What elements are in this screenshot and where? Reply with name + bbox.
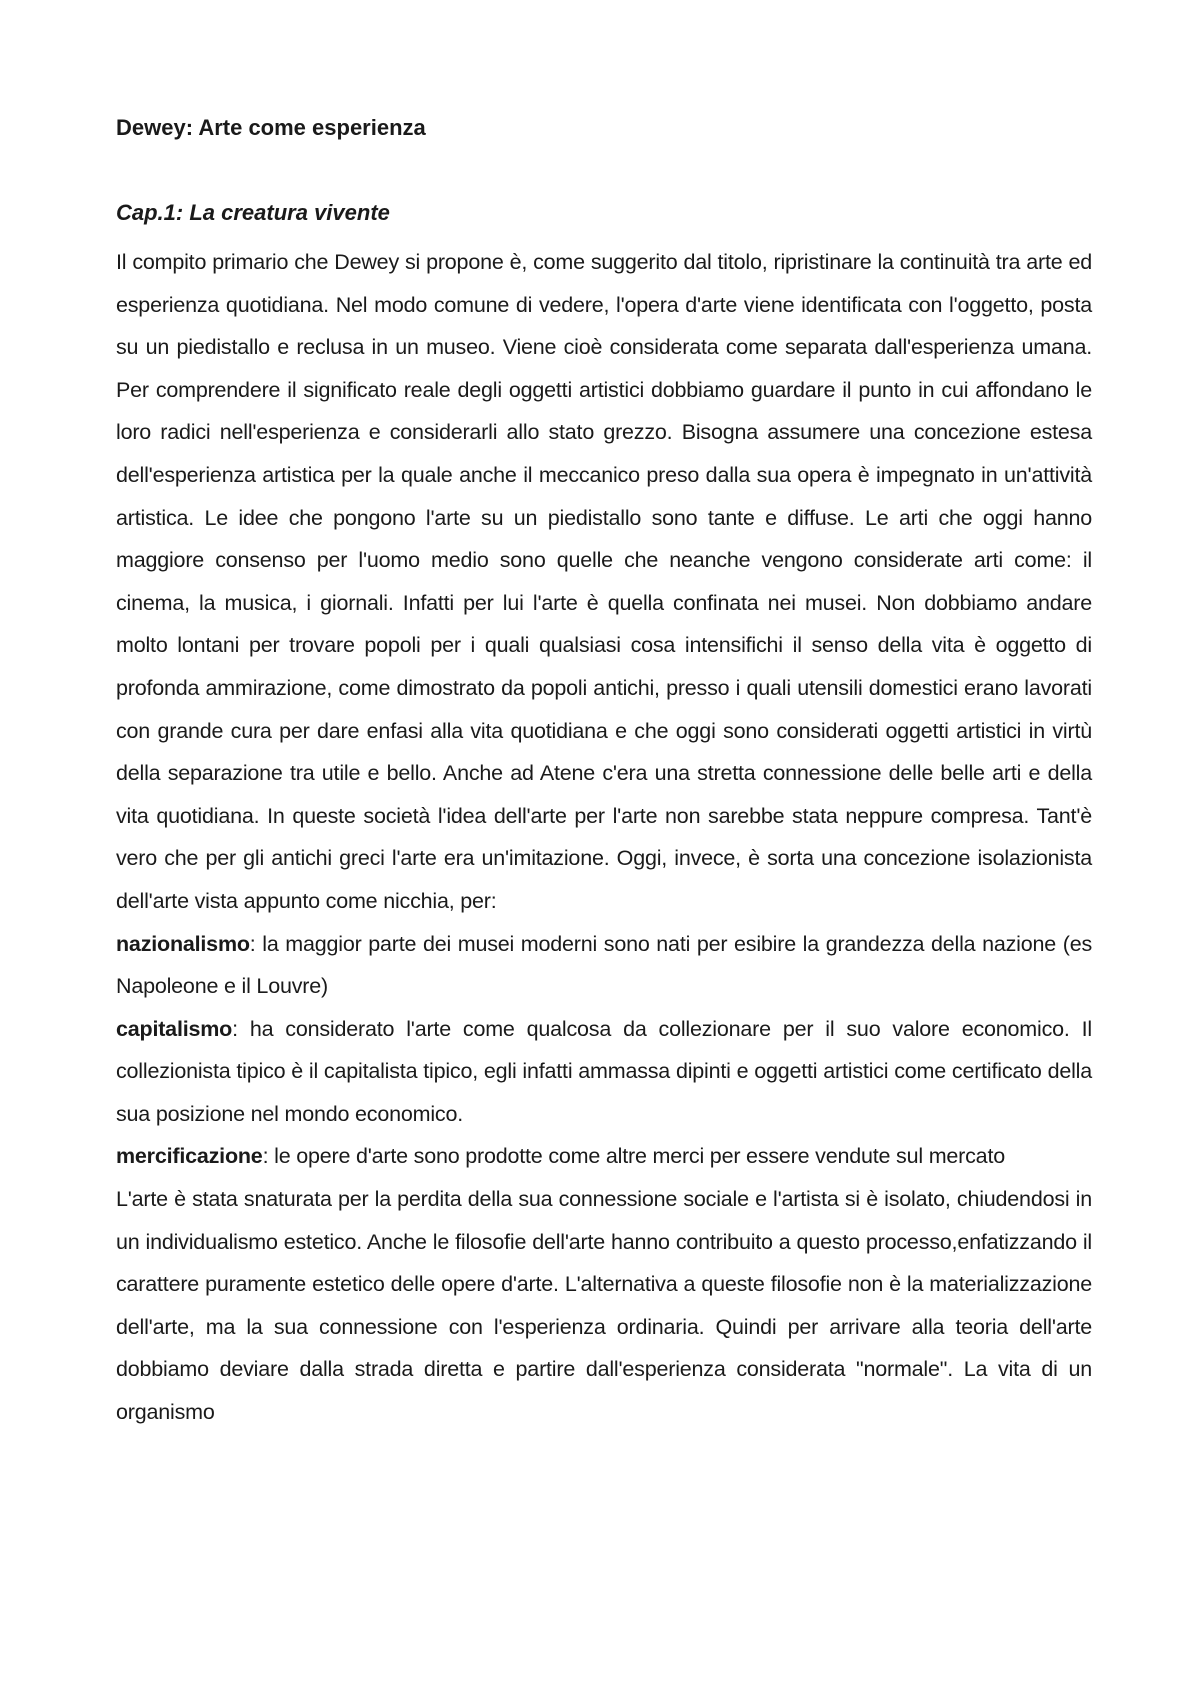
term-definition: : ha considerato l'arte come qualcosa da collezionare per il suo valore economico. Il collezionista tipico è il capitalista tipico, egli infatti ammassa dipinti e oggetti artistici come certificato della sua posizione nel mondo economico.: [116, 1016, 1092, 1126]
document-title: Dewey: Arte come esperienza: [116, 115, 426, 140]
term-label: capitalismo: [116, 1016, 233, 1041]
document-body: [116, 241, 1092, 1434]
intro-paragraph: Il compito primario che Dewey si propone è, come suggerito dal titolo, ripristinare la continuità tra arte ed esperienza quotidiana. Nel modo comune di vedere, l'opera d'arte viene identificata con l'oggetto, posta su un piedistallo e reclusa in un museo. Viene cioè considerata come separata dall'esperienza umana. Per comprendere il significato reale degli oggetti artistici dobbiamo guardare il punto in cui affondano le loro radici nell'esperienza e considerarli allo stato grezzo. Bisogna assumere una concezione estesa dell'esperienza artistica per la quale anche il meccanico preso dalla sua opera è impegnato in un'attività artistica. Le idee che pongono l'arte su un piedistallo sono tante e diffuse. Le arti che oggi hanno maggiore consenso per l'uomo medio sono quelle che neanche vengono considerate arti come: il cinema, la musica, i giornali. Infatti per lui l'arte è quella confinata nei musei. Non dobbiamo andare molto lontani per trovare popoli per i quali qualsiasi cosa intensifichi il senso della vita è oggetto di profonda ammirazione, come dimostrato da popoli antichi, presso i quali utensili domestici erano lavorati con grande cura per dare enfasi alla vita quotidiana e che oggi sono considerati oggetti artistici in virtù della separazione tra utile e bello. Anche ad Atene c'era una stretta connessione delle belle arti e della vita quotidiana. In queste società l'idea dell'arte per l'arte non sarebbe stata neppure compresa. Tant'è vero che per gli antichi greci l'arte era un'imitazione. Oggi, invece, è sorta una concezione isolazionista dell'arte vista appunto come nicchia, per:: [116, 250, 1092, 913]
term-label: nazionalismo: [116, 931, 250, 956]
term-definition: : le opere d'arte sono prodotte come altre merci per essere vendute sul mercato: [262, 1144, 1005, 1169]
term-paragraph-capitalismo: [116, 1008, 1092, 1136]
term-paragraph-mercificazione: [116, 1135, 1092, 1178]
document-page: [116, 0, 1092, 1698]
term-paragraph-nazionalismo: [116, 923, 1092, 1008]
chapter-title: Cap.1: La creatura vivente: [116, 200, 390, 225]
term-definition: : la maggior parte dei musei moderni sono nati per esibire la grandezza della nazione (es Napoleone e il Louvre): [116, 931, 1092, 999]
term-label: mercificazione: [116, 1144, 263, 1169]
closing-paragraph: L'arte è stata snaturata per la perdita della sua connessione sociale e l'artista si è isolato, chiudendosi in un individualismo estetico. Anche le filosofie dell'arte hanno contribuito a questo processo,enfatizzando il carattere puramente estetico delle opere d'arte. L'alternativa a queste filosofie non è la materializzazione dell'arte, ma la sua connessione con l'esperienza ordinaria. Quindi per arrivare alla teoria dell'arte dobbiamo deviare dalla strada diretta e partire dall'esperienza considerata "normale". La vita di un organismo: [116, 1187, 1092, 1425]
